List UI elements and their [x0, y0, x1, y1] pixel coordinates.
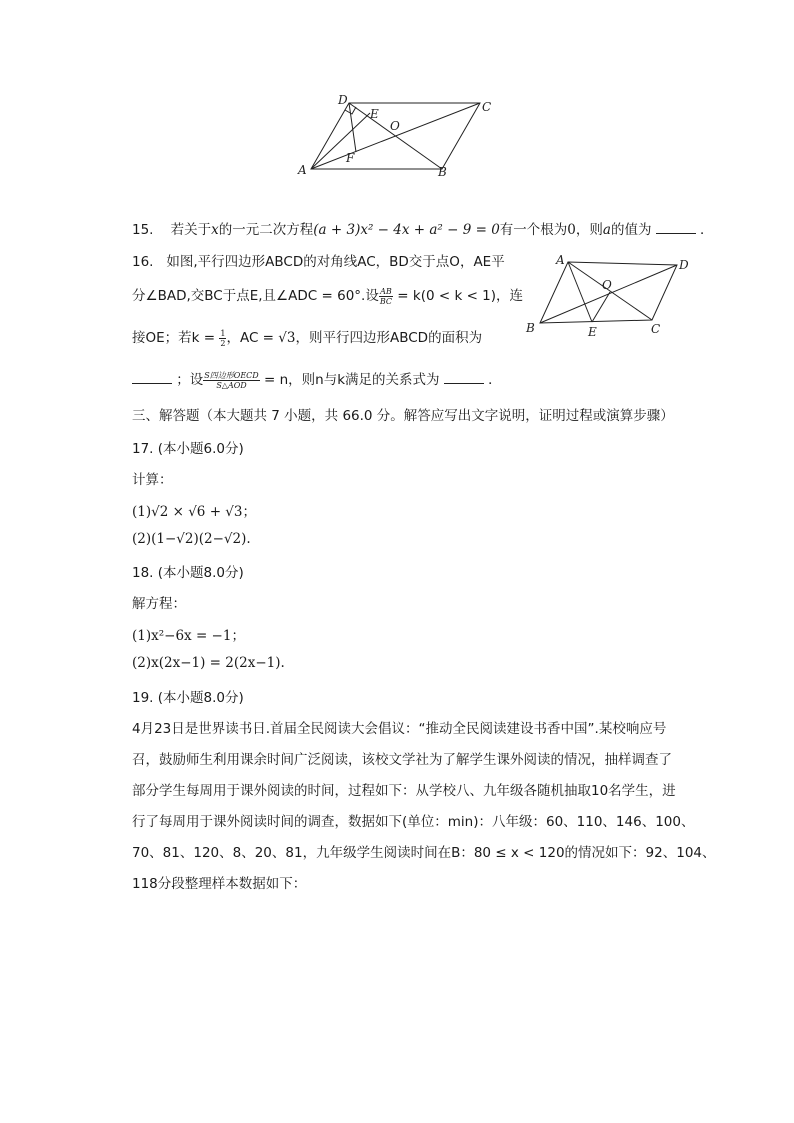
question-18-intro: 解方程：: [132, 596, 186, 612]
question-19-header: 19. (本小题8.0分): [132, 690, 244, 706]
question-16-line-3: 接OE；若k = $\frac{1}{2}$ ，AC = √3，则平行四边形ABCD的面积为: [132, 328, 483, 348]
diagonal-bd: [349, 103, 442, 169]
question-19-text-line: 行了每周用于课外阅读时间的调查，数据如下(单位：min)：八年级：60、110、146、100、: [132, 814, 695, 830]
question-18-part-2: (2)x(2x−1) = 2(2x−1).: [132, 655, 285, 671]
label-f: F: [346, 151, 355, 165]
label-b: B: [438, 165, 447, 179]
question-19-text-line: 4月23日是世界读书日.首届全民阅读大会倡议：“推动全民阅读建设书香中国”.某校响应号: [132, 721, 667, 737]
question-17-part-2: (2)(1−√2)(2−√2).: [132, 531, 251, 547]
question-17-intro: 计算：: [132, 472, 173, 488]
question-16-line-2: 分∠BAD,交BC于点E,且∠ADC = 60°.设 $\frac{AB}{BC}$ = k(0 < k < 1)，连: [132, 286, 524, 306]
question-19-text-line: 部分学生每周用于课外阅读的时间，过程如下：从学校八、九年级各随机抽取10名学生，进: [132, 783, 676, 799]
question-19-text-line: 召，鼓励师生利用课余时间广泛阅读，该校文学社为了解学生课外阅读的情况，抽样调查了: [132, 752, 672, 768]
parallelogram-figure-2: [520, 252, 700, 342]
question-19-text-line: 70、81、120、8、20、81，九年级学生阅读时间在B：80 ≤ x < 120的情况如下：92、104、: [132, 845, 716, 861]
segment-ae: [311, 113, 370, 169]
question-16-line-4: ；设 $\frac{\text{S四边形OECD}}{\text{S△AOD}}$ = n，则n与k满足的关系式为 ．: [132, 368, 502, 390]
label-e: E: [370, 107, 379, 121]
question-18-part-1: (1)x²−6x = −1；: [132, 628, 245, 644]
segment-ae: [568, 262, 592, 322]
question-18-header: 18. (本小题8.0分): [132, 565, 244, 581]
label-d: D: [338, 93, 348, 107]
answer-blank[interactable]: [656, 221, 696, 234]
question-15: 15. 若关于x的一元二次方程(a + 3)x² − 4x + a² − 9 = 0有一个根为0，则a的值为 ．: [132, 222, 714, 238]
label-c: C: [651, 322, 661, 336]
answer-blank[interactable]: [132, 371, 172, 384]
section-heading: 三、解答题（本大题共 7 小题，共 66.0 分。解答应写出文字说明，证明过程或演算步骤）: [132, 408, 674, 424]
label-d: D: [679, 258, 689, 272]
answer-blank[interactable]: [444, 371, 484, 384]
label-e: E: [588, 325, 597, 339]
parallelogram-figure-1: [290, 92, 510, 182]
label-a: A: [298, 163, 307, 177]
question-17-part-1: (1)√2 × √6 + √3；: [132, 504, 256, 520]
label-b: B: [526, 321, 535, 335]
question-19-text-line: 118分段整理样本数据如下：: [132, 876, 307, 892]
question-17-header: 17. (本小题6.0分): [132, 441, 244, 457]
label-c: C: [482, 100, 492, 114]
label-o: O: [602, 278, 612, 292]
label-o: O: [390, 119, 400, 133]
question-16-line-1: 16. 如图,平行四边形ABCD的对角线AC，BD交于点O，AE平: [132, 254, 505, 270]
label-a: A: [556, 253, 565, 267]
segment-oe: [592, 292, 610, 322]
